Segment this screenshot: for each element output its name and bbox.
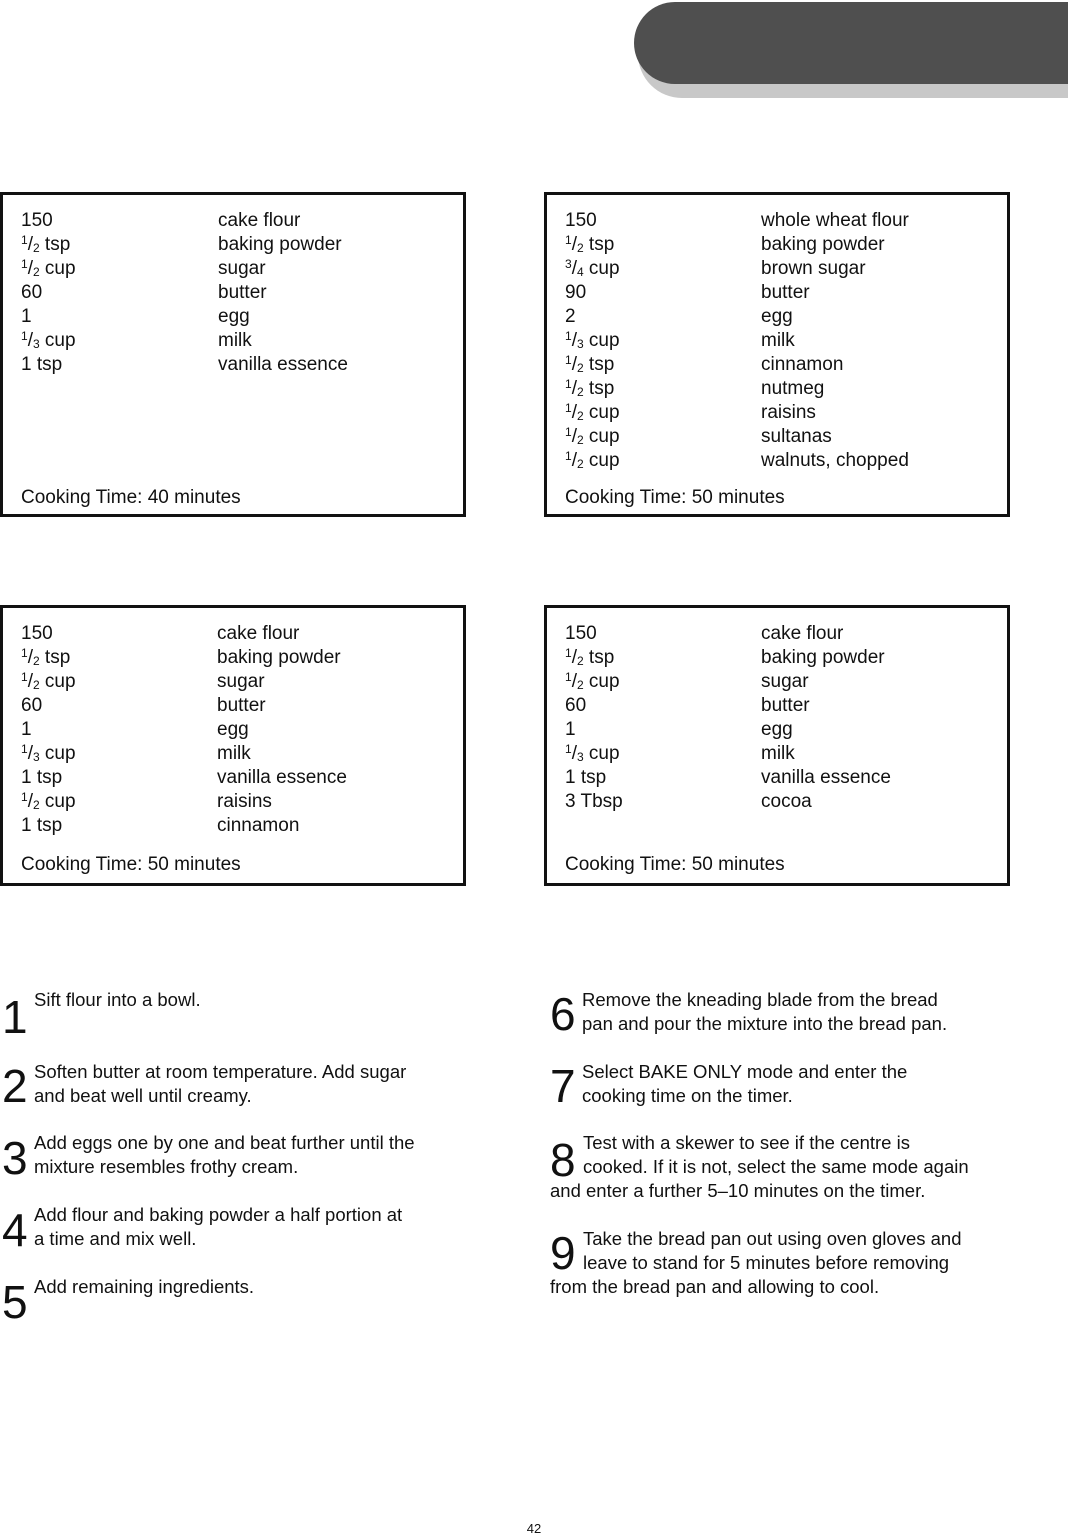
step-text: Add remaining ingredients. xyxy=(34,1276,255,1297)
method-step-3 xyxy=(2,1131,502,1184)
ingredient-quantity: $^1/_2$ tsp xyxy=(565,353,615,375)
ingredient-row xyxy=(565,377,997,401)
ingredient-row xyxy=(565,449,997,473)
ingredient-quantity: 1 xyxy=(21,719,32,740)
ingredient-row xyxy=(21,814,453,838)
cooking-time: Cooking Time: 40 minutes xyxy=(21,487,241,508)
ingredient-row xyxy=(21,257,453,281)
ingredient-name: baking powder xyxy=(218,234,342,255)
ingredient-row xyxy=(565,622,997,646)
ingredient-quantity: 1 tsp xyxy=(21,354,63,375)
ingredient-name: cake flour xyxy=(217,623,300,644)
ingredient-quantity: $^1/_3$ cup xyxy=(565,329,620,351)
ingredient-name: walnuts, chopped xyxy=(761,450,909,471)
method-step-7 xyxy=(550,1060,1060,1112)
step-text: Add eggs one by one and beat further until the mixture resembles frothy cream. xyxy=(34,1132,415,1177)
ingredient-quantity: 1 tsp xyxy=(565,767,607,788)
ingredient-quantity: 1 tsp xyxy=(21,815,63,836)
ingredient-quantity: $^1/_3$ cup xyxy=(21,742,76,764)
ingredient-name: cake flour xyxy=(218,210,301,231)
ingredient-quantity: 90 xyxy=(565,282,587,303)
ingredient-quantity: $^1/_2$ cup xyxy=(21,790,76,812)
ingredient-row xyxy=(565,281,997,305)
ingredient-quantity: $^1/_2$ cup xyxy=(565,425,620,447)
ingredient-quantity: 60 xyxy=(21,695,43,716)
ingredient-name: brown sugar xyxy=(761,258,866,279)
step-number: 6 xyxy=(550,988,576,1040)
ingredient-row xyxy=(21,718,453,742)
step-text: Remove the kneading blade from the bread pan and pour the mixture into the bread pan. xyxy=(582,989,948,1034)
method-step-5 xyxy=(2,1275,502,1328)
ingredient-row xyxy=(565,329,997,353)
ingredient-name: butter xyxy=(761,282,810,303)
ingredient-name: cinnamon xyxy=(761,354,844,375)
ingredient-quantity: $^1/_2$ cup xyxy=(21,257,76,279)
ingredient-quantity: 150 xyxy=(565,210,597,231)
ingredient-name: milk xyxy=(761,330,795,351)
ingredient-quantity: $^1/_3$ cup xyxy=(565,742,620,764)
ingredient-quantity: $^1/_2$ cup xyxy=(565,670,620,692)
ingredient-row xyxy=(565,766,997,790)
ingredient-name: egg xyxy=(218,306,250,327)
ingredient-quantity: $^1/_2$ tsp xyxy=(565,377,615,399)
ingredient-quantity: $^3/_4$ cup xyxy=(565,257,620,279)
ingredient-row xyxy=(565,305,997,329)
ingredient-name: baking powder xyxy=(761,647,885,668)
ingredient-row xyxy=(21,646,453,670)
ingredient-name: vanilla essence xyxy=(761,767,891,788)
ingredient-quantity: 2 xyxy=(565,306,576,327)
ingredient-row xyxy=(565,401,997,425)
ingredient-quantity: 150 xyxy=(21,623,53,644)
ingredient-quantity: $^1/_2$ cup xyxy=(565,449,620,471)
ingredient-row xyxy=(565,742,997,766)
step-text: Soften butter at room temperature. Add sugar and beat well until creamy. xyxy=(34,1061,407,1106)
ingredient-row xyxy=(565,670,997,694)
ingredient-name: cinnamon xyxy=(217,815,300,836)
ingredient-row xyxy=(21,742,453,766)
ingredient-row xyxy=(21,353,453,377)
ingredient-name: butter xyxy=(217,695,266,716)
ingredient-row xyxy=(21,790,453,814)
ingredient-name: cake flour xyxy=(761,623,844,644)
step-number: 1 xyxy=(2,991,28,1043)
ingredient-name: milk xyxy=(761,743,795,764)
ingredient-row xyxy=(21,209,453,233)
ingredient-quantity: $^1/_2$ cup xyxy=(21,670,76,692)
ingredient-name: butter xyxy=(761,695,810,716)
step-text: Select BAKE ONLY mode and enter the cooking time on the timer. xyxy=(582,1061,908,1106)
ingredient-quantity: $^1/_2$ tsp xyxy=(565,646,615,668)
ingredient-name: vanilla essence xyxy=(218,354,348,375)
cooking-time: Cooking Time: 50 minutes xyxy=(21,854,241,875)
ingredient-name: milk xyxy=(217,743,251,764)
method-step-2 xyxy=(2,1060,502,1112)
ingredient-row xyxy=(21,233,453,257)
step-number: 5 xyxy=(2,1276,28,1328)
ingredient-quantity: $^1/_3$ cup xyxy=(21,329,76,351)
ingredient-row xyxy=(21,622,453,646)
ingredient-quantity: 60 xyxy=(21,282,43,303)
ingredient-quantity: $^1/_2$ tsp xyxy=(565,233,615,255)
ingredient-row xyxy=(565,790,997,814)
ingredient-name: egg xyxy=(217,719,249,740)
step-number: 2 xyxy=(2,1060,28,1112)
step-text: Take the bread pan out using oven gloves and leave to stand for 5 minutes before removing from the bread pan and allowing to cool. xyxy=(550,1228,962,1297)
ingredient-row xyxy=(21,766,453,790)
step-text: Sift flour into a bowl. xyxy=(34,989,201,1010)
ingredient-list xyxy=(21,622,453,838)
step-number: 7 xyxy=(550,1060,576,1112)
ingredient-quantity: $^1/_2$ cup xyxy=(565,401,620,423)
method-step-1 xyxy=(2,988,502,1043)
ingredient-list xyxy=(565,209,997,473)
ingredient-row xyxy=(565,353,997,377)
ingredient-name: sugar xyxy=(218,258,266,279)
ingredient-quantity: 1 tsp xyxy=(21,767,63,788)
ingredient-quantity: $^1/_2$ tsp xyxy=(21,646,71,668)
ingredient-row xyxy=(565,257,997,281)
ingredient-row xyxy=(565,209,997,233)
ingredient-name: whole wheat flour xyxy=(761,210,909,231)
ingredient-name: sugar xyxy=(217,671,265,692)
step-number: 8 xyxy=(550,1134,576,1186)
ingredient-name: butter xyxy=(218,282,267,303)
ingredient-row xyxy=(565,425,997,449)
ingredient-name: baking powder xyxy=(217,647,341,668)
recipe-box-plain-cake xyxy=(0,192,466,517)
ingredient-quantity: 1 xyxy=(565,719,576,740)
method-step-4 xyxy=(2,1203,502,1256)
ingredient-name: nutmeg xyxy=(761,378,825,399)
ingredient-name: raisins xyxy=(217,791,272,812)
page-number: 42 xyxy=(526,1521,542,1536)
ingredient-list xyxy=(21,209,453,377)
ingredient-row xyxy=(21,329,453,353)
recipe-box-wholewheat-cake xyxy=(544,192,1010,517)
ingredient-name: milk xyxy=(218,330,252,351)
ingredient-name: vanilla essence xyxy=(217,767,347,788)
cooking-time: Cooking Time: 50 minutes xyxy=(565,854,785,875)
ingredient-name: raisins xyxy=(761,402,816,423)
ingredient-row xyxy=(565,233,997,257)
method-step-9 xyxy=(550,1227,1060,1299)
method-step-6 xyxy=(550,988,1060,1040)
ingredient-name: baking powder xyxy=(761,234,885,255)
cooking-time: Cooking Time: 50 minutes xyxy=(565,487,785,508)
ingredient-name: sultanas xyxy=(761,426,832,447)
ingredient-row xyxy=(565,646,997,670)
ingredient-name: cocoa xyxy=(761,791,812,812)
step-number: 4 xyxy=(2,1204,28,1256)
ingredient-quantity: 1 xyxy=(21,306,32,327)
ingredient-quantity: 3 Tbsp xyxy=(565,791,623,812)
step-number: 9 xyxy=(550,1227,576,1279)
ingredient-quantity: 150 xyxy=(565,623,597,644)
step-text: Add flour and baking powder a half portion at a time and mix well. xyxy=(34,1204,403,1249)
ingredient-name: egg xyxy=(761,719,793,740)
ingredient-row xyxy=(565,718,997,742)
ingredient-name: egg xyxy=(761,306,793,327)
ingredient-row xyxy=(21,694,453,718)
ingredient-row xyxy=(21,670,453,694)
ingredient-name: sugar xyxy=(761,671,809,692)
recipe-box-raisin-cake xyxy=(0,605,466,886)
ingredient-quantity: 60 xyxy=(565,695,587,716)
step-number: 3 xyxy=(2,1132,28,1184)
recipe-box-chocolate-cake xyxy=(544,605,1010,886)
ingredient-quantity: 150 xyxy=(21,210,53,231)
step-text: Test with a skewer to see if the centre is cooked. If it is not, select the same mode again and enter a further 5–10 minutes on the timer. xyxy=(550,1132,969,1201)
method-step-8 xyxy=(550,1131,1060,1203)
ingredient-row xyxy=(565,694,997,718)
ingredient-row xyxy=(21,305,453,329)
header-tab xyxy=(634,2,1068,84)
ingredient-quantity: $^1/_2$ tsp xyxy=(21,233,71,255)
ingredient-list xyxy=(565,622,997,814)
ingredient-row xyxy=(21,281,453,305)
